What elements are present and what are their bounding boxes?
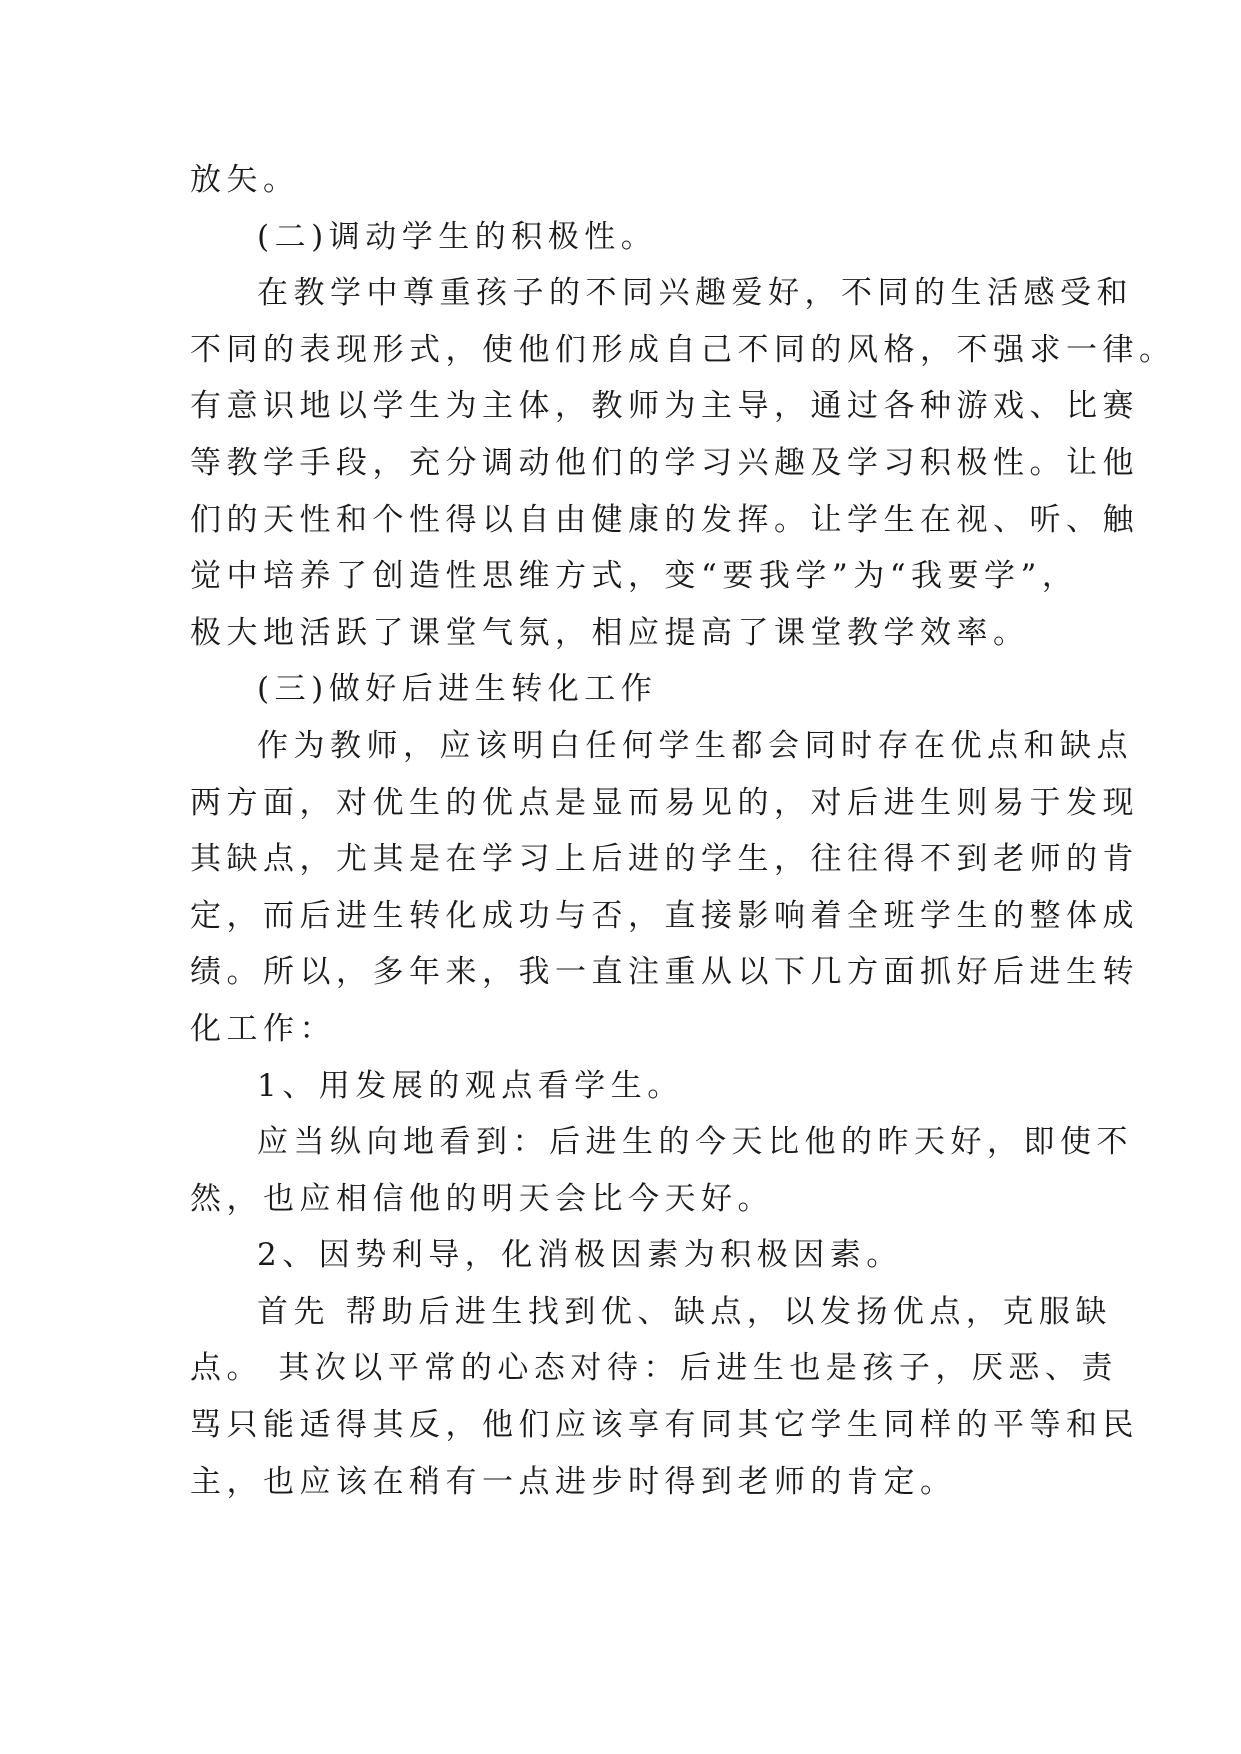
text-line: 应当纵向地看到：后进生的今天比他的昨天好，即使不 xyxy=(257,1124,1133,1161)
text-line: 作为教师，应该明白任何学生都会同时存在优点和缺点 xyxy=(257,727,1133,764)
text-line: 主，也应该在稍有一点进步时得到老师的肯定。 xyxy=(190,1463,957,1500)
text-line: 两方面，对优生的优点是显而易见的，对后进生则易于发现 xyxy=(190,784,1139,821)
text-line: 点。 其次以平常的心态对待：后进生也是孩子，厌恶、责 xyxy=(190,1350,1118,1387)
text-line: 极大地活跃了课堂气氛，相应提高了课堂教学效率。 xyxy=(190,614,1030,651)
text-line: 化工作： xyxy=(190,1010,336,1047)
text-line: 在教学中尊重孩子的不同兴趣爱好，不同的生活感受和 xyxy=(257,275,1133,312)
text-line: 不同的表现形式，使他们形成自己不同的风格，不强求一律。 xyxy=(190,331,1176,368)
document-body xyxy=(190,152,1176,1510)
text-line: 觉中培养了创造性思维方式，变“要我学”为“我要学”， xyxy=(190,558,1079,595)
text-line: 然，也应相信他的明天会比今天好。 xyxy=(190,1180,774,1217)
text-line: 其缺点，尤其是在学习上后进的学生，往往得不到老师的肯 xyxy=(190,841,1139,878)
text-line: 放矢。 xyxy=(190,162,300,198)
text-line: 定，而后进生转化成功与否，直接影响着全班学生的整体成 xyxy=(190,897,1139,934)
section-heading: (二)调动学生的积极性。 xyxy=(257,218,658,255)
text-line: 等教学手段，充分调动他们的学习兴趣及学习积极性。让他 xyxy=(190,444,1139,481)
numbered-point: 2、因势利导，化消极因素为积极因素。 xyxy=(257,1237,903,1274)
section-heading: (三)做好后进生转化工作 xyxy=(257,671,658,708)
text-line: 骂只能适得其反，他们应该享有同其它学生同样的平等和民 xyxy=(190,1407,1139,1444)
numbered-point: 1、用发展的观点看学生。 xyxy=(257,1067,684,1104)
text-line: 绩。所以，多年来，我一直注重从以下几方面抓好后进生转 xyxy=(190,954,1139,991)
text-line: 首先 帮助后进生找到优、缺点，以发扬优点，克服缺 xyxy=(257,1293,1112,1330)
text-line: 们的天性和个性得以自由健康的发挥。让学生在视、听、触 xyxy=(190,501,1139,538)
text-line: 有意识地以学生为主体，教师为主导，通过各种游戏、比赛 xyxy=(190,388,1139,425)
